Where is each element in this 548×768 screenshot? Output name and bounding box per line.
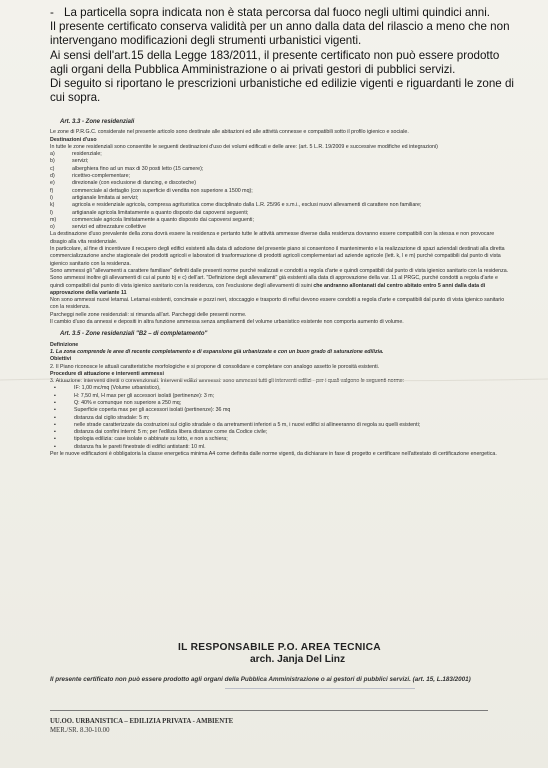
office-info bbox=[50, 717, 233, 735]
norm-item bbox=[50, 444, 512, 451]
norm-item bbox=[50, 400, 512, 407]
norms-list bbox=[50, 385, 512, 451]
intro-line-2: Il presente certificato conserva validità per un anno dalla data del rilascio a meno che non intervengano modificazioni degli strumenti urbanistici vigenti. bbox=[50, 20, 510, 48]
destination-letter: l) bbox=[50, 209, 53, 216]
destination-letter: o) bbox=[50, 224, 55, 231]
destination-text: alberghiera fino ad un max di 30 posti letto (15 camere); bbox=[72, 165, 204, 172]
obiettivi-heading: Obiettivi bbox=[50, 356, 72, 363]
norm-item bbox=[50, 385, 512, 392]
art-3-3-p5: Sono ammessi gli "allevamenti a carattere familiare" definiti dalle presenti norme purché realizzati e condotti a regola d'arte e quindi compatibili dal punto di vista igienico sanitario con la residenza. bbox=[50, 267, 509, 274]
destination-item bbox=[50, 180, 512, 187]
destination-text: agricola e residenziale agricola, compresa agrituristica come disciplinato dalla L.R. 25/96 e s.m.i., esclusi nuovi allevamenti di carattere non familiare; bbox=[72, 202, 422, 209]
bullet-icon: ▪ bbox=[54, 392, 56, 399]
destination-text: residenziale; bbox=[72, 151, 102, 158]
art-3-3-p4: In particolare, al fine di incentivare il recupero degli edifici esistenti alla data di adozione del presente piano si consentono il mantenimento e la realizzazione di spazi aziendali destinati alla diretta commercializzazione anche stagionale dei prodotti agricoli e laboratori di trasformazione di prodotti agricoli complementari ad aziende agricole (lett. k, l e m) purché compatibili dal punto di vista igienico sanitario con la residenza. bbox=[50, 246, 505, 267]
procedure-heading: Procedure di attuazione e interventi ammessi bbox=[50, 370, 164, 377]
destination-letter: c) bbox=[50, 165, 55, 172]
bullet-icon: ▪ bbox=[54, 414, 56, 421]
norm-text: distanza dai confini interni: 5 m; per l'edilizia libera distanze come da Codice civile; bbox=[74, 429, 268, 436]
destination-text: servizi; bbox=[72, 158, 89, 165]
signature-title: IL RESPONSABILE P.O. AREA TECNICA bbox=[178, 642, 381, 653]
signature-name: arch. Janja Del Linz bbox=[250, 654, 346, 665]
divider bbox=[50, 710, 488, 711]
art-3-3-title: Art. 3.3 - Zone residenziali bbox=[60, 119, 135, 125]
bullet-icon: ▪ bbox=[54, 407, 56, 414]
destination-letter: k) bbox=[50, 202, 55, 209]
norm-text: distanza dal ciglio stradale: 5 m; bbox=[74, 414, 150, 421]
norm-text: tipologia edilizia: case isolate o abbinate su lotto, e non a schiera; bbox=[74, 436, 228, 443]
destination-letter: b) bbox=[50, 158, 55, 165]
destination-letter: d) bbox=[50, 173, 55, 180]
art-3-3-p1: Le zone di P.R.G.C. considerate nel presente articolo sono destinate alle abitazioni ed alle attività connesse e compatibili sotto il profilo igienico e sociale. bbox=[50, 129, 409, 136]
norm-item bbox=[50, 407, 512, 414]
intro-dash: - bbox=[50, 6, 54, 19]
intro-section bbox=[50, 6, 520, 105]
regulations-body bbox=[50, 119, 512, 458]
destinations-list bbox=[50, 151, 512, 231]
destination-text: commerciale al dettaglio (con superficie di vendita non superiore a 1500 mq); bbox=[72, 187, 253, 194]
intro-line-3: Ai sensi dell'art.15 della Legge 183/2011, il presente certificato non può essere prodotto agli organi della Pubblica Amministrazione o ai privati gestori di pubblici servizi. bbox=[50, 48, 500, 76]
norm-text: H: 7,50 ml, H max per gli accessori isolati (pertinenze): 3 m; bbox=[74, 392, 215, 399]
destination-letter: i) bbox=[50, 194, 53, 201]
destination-text: servizi ed attrezzature collettive bbox=[72, 224, 146, 231]
destinazioni-heading: Destinazioni d'uso bbox=[50, 136, 97, 143]
bullet-icon: ▪ bbox=[54, 429, 56, 436]
footnote: Il presente certificato non può essere prodotto agli organi della Pubblica Amministrazione o ai gestori di pubblici servizi. (art. 15, L.183/2001) bbox=[50, 676, 471, 683]
norm-text: nelle strade caratterizzate da costruzioni sul ciglio stradale o da arretramenti inferiori a 5 m, i nuovi edifici si allineeranno di regola su quelli esistenti; bbox=[74, 421, 421, 428]
norm-text: IF: 1,00 mc/mq (Volume urbanistico), bbox=[74, 385, 161, 392]
destination-letter: a) bbox=[50, 151, 55, 158]
bullet-icon: ▪ bbox=[54, 443, 56, 450]
destination-text: commerciale agricola limitatamente a quanto disposto dai capoversi seguenti; bbox=[72, 216, 254, 223]
art-3-5-title: Art. 3.5 - Zone residenziali "B2 – di completamento" bbox=[60, 331, 208, 338]
norm-item bbox=[50, 422, 512, 429]
destination-item bbox=[50, 166, 512, 173]
norm-text: distanza fra le pareti finestrate di edifici antistanti: 10 ml. bbox=[74, 443, 206, 450]
norm-text: Q: 40% e comunque non superiore a 250 mq; bbox=[74, 399, 182, 406]
destination-letter: f) bbox=[50, 187, 54, 194]
destination-item bbox=[50, 158, 512, 165]
destination-item bbox=[50, 151, 512, 158]
destination-text: artigianale limitata ai servizi; bbox=[72, 194, 139, 201]
destination-text: direzionale (con esclusione di dancing, e discoteche) bbox=[72, 180, 196, 187]
art-3-3-p3: La destinazione d'uso prevalente della zona dovrà essere la residenza e pertanto tutte le attività ammesse diverse dalla residenza dovranno essere compatibili con la stessa e non provocare disagio alla vita residenziale. bbox=[50, 231, 495, 245]
definizione-text: 1. La zona comprende le aree di recente completamento e di espansione già urbanizzate e con un buon grado di saturazione edilizia. bbox=[50, 348, 384, 355]
destination-item bbox=[50, 210, 512, 217]
norm-item bbox=[50, 429, 512, 436]
office-name: UU.OO. URBANISTICA – EDILIZIA PRIVATA - AMBIENTE bbox=[50, 718, 234, 725]
art-3-3-p8: Parcheggi nelle zone residenziali: si rimanda all'art. Parcheggi delle presenti norme. bbox=[50, 311, 247, 318]
closing-text: Per le nuove edificazioni è obbligatoria la classe energetica minima A4 come definita dalle norme vigenti, da dichiarare in fase di progetto e certificare nell'attestato di certificazione energetica. bbox=[50, 451, 497, 458]
signature-block bbox=[170, 642, 520, 665]
norm-item bbox=[50, 393, 512, 400]
art-3-3-p9: Il cambio d'uso da annessi e depositi in altra funzione ammessa senza ampliamenti del volume urbanistico esistente non comporta aumento di volume. bbox=[50, 319, 404, 326]
art-3-3-p2: In tutte le zone residenziali sono consentite le seguenti destinazioni d'uso dei volumi edificati e delle aree: (art. 5 L.R. 19/2009 e successive modifiche ed integrazioni) bbox=[50, 143, 438, 150]
destination-text: ricettivo-complementare; bbox=[72, 173, 130, 180]
destination-text: artigianale agricola limitatamente a quanto disposto dai capoversi seguenti; bbox=[72, 209, 249, 216]
destination-item bbox=[50, 195, 512, 202]
destination-item bbox=[50, 173, 512, 180]
intro-line-1: - La particella sopra indicata non è stata percorsa dal fuoco negli ultimi quindici anni. bbox=[50, 6, 491, 19]
obiettivi-text: 2. Il Piano riconosce le attuali caratteristiche morfologiche e si propone di consolidare e completare con analogo assetto le porosità esistenti. bbox=[50, 363, 380, 370]
destination-item bbox=[50, 202, 512, 209]
norm-item bbox=[50, 436, 512, 443]
bullet-icon: ▪ bbox=[54, 385, 56, 392]
destination-item bbox=[50, 217, 512, 224]
art-3-3-p6: Sono ammessi inoltre gli allevamenti di cui al punto b) e c) dell'art. "Definizione degli allevamenti" già esistenti alla data di approvazione della var. 11 al PRGC, purché condotti a regola d'arte e quindi compatibili dal punto di vista igienico sanitario con la residenza, con l'esclusione degli allevamenti di suini che andranno allontanati dal centro abitato entro 5 anni dalla data di approvazione della variante 11 bbox=[50, 275, 498, 296]
bullet-icon: ▪ bbox=[54, 436, 56, 443]
art-3-3-p7: Non sono ammessi nuovi letamai. Letamai esistenti, concimaie e pozzi neri, stoccaggio e trasporto di reflui devono essere condotti a regola d'arte e compatibili dal punto di vista igienico sanitario con la residenza. bbox=[50, 297, 505, 311]
procedure-text: 3. Attuazione: interventi diretti o convenzionati. Interventi edilizi ammessi: sono ammessi tutti gli interventi edilizi - per i quali valgono le seguenti norme: bbox=[50, 378, 405, 385]
destination-letter: m) bbox=[50, 216, 57, 223]
bullet-icon: ▪ bbox=[54, 421, 56, 428]
norm-text: Superficie coperta max per gli accessori isolati (pertinenze): 36 mq bbox=[74, 407, 231, 414]
destination-letter: e) bbox=[50, 180, 55, 187]
norm-item bbox=[50, 415, 512, 422]
destination-item bbox=[50, 224, 512, 231]
destination-item bbox=[50, 188, 512, 195]
definizione-heading: Definizione bbox=[50, 341, 79, 348]
office-hours: MER./SR. 8.30-10.00 bbox=[50, 727, 110, 734]
bullet-icon: ▪ bbox=[54, 399, 56, 406]
intro-line-4: Di seguito si riportano le prescrizioni urbanistiche ed edilizie vigenti e riguardanti le zone di cui sopra. bbox=[50, 77, 514, 105]
